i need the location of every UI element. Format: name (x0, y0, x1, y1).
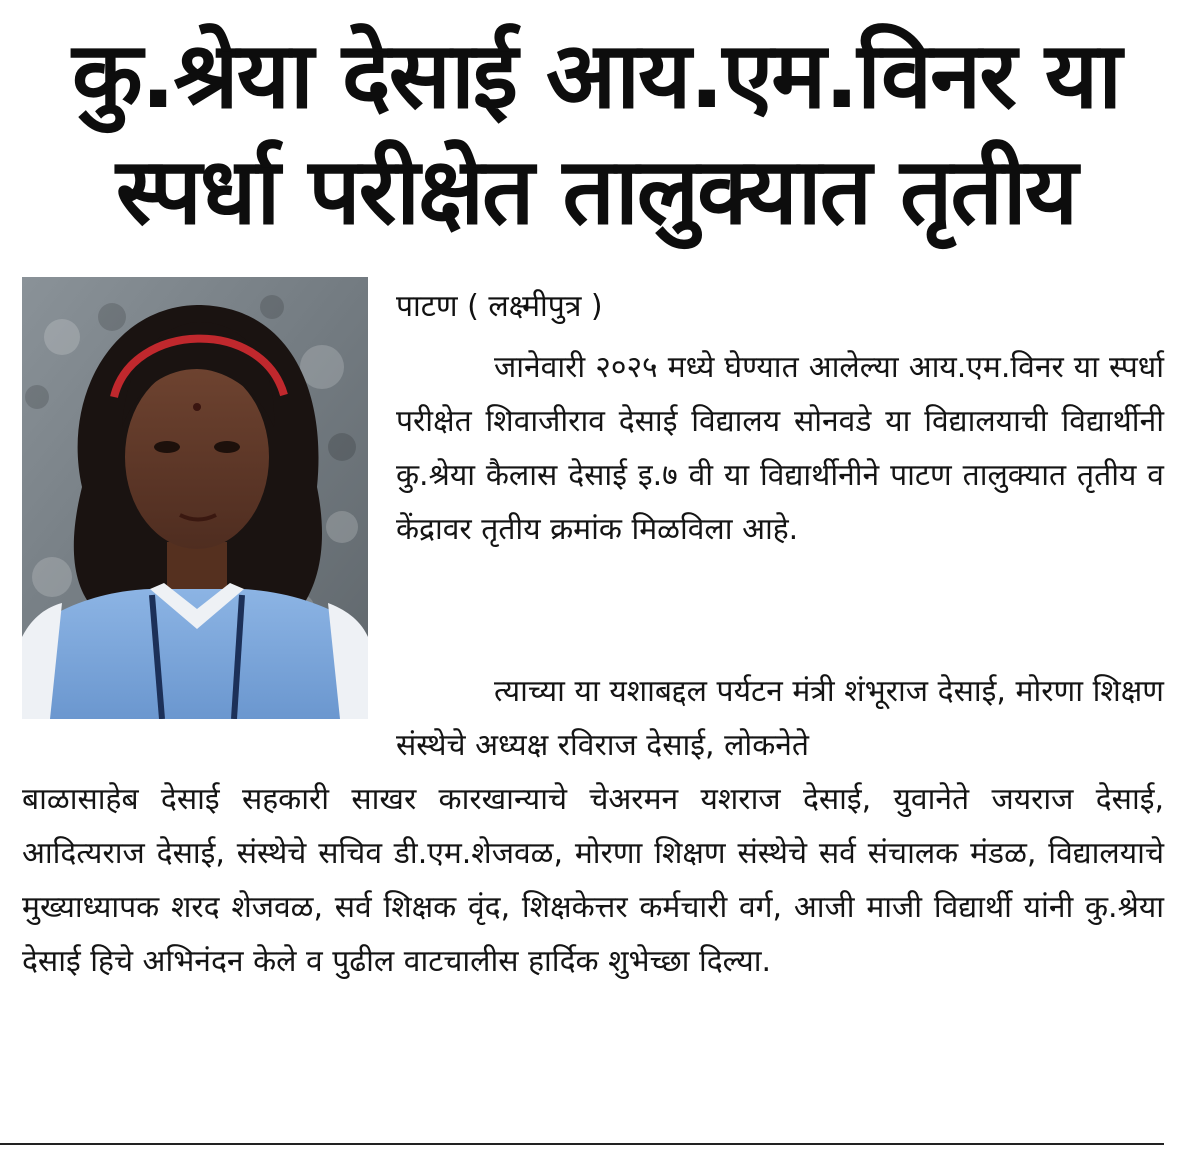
article-headline (0, 18, 1192, 250)
headline-line-2: स्पर्धा परीक्षेत तालुक्यात तृतीय (115, 138, 1077, 245)
student-photo (22, 277, 368, 719)
article-paragraph-2-part-2: बाळासाहेब देसाई सहकारी साखर कारखान्याचे चेअरमन यशराज देसाई, युवानेते जयराज देसाई, आदित्यराज देसाई, संस्थेचे सचिव डी.एम.शेजवळ, मोरणा शिक्षण संस्थेचे सर्व संचालक मंडळ, विद्यालयाचे मुख्याध्यापक शरद शेजवळ, सर्व शिक्षक वृंद, शिक्षकेत्तर कर्मचारी वर्ग, आजी माजी विद्यार्थी यांनी कु.श्रेया देसाई हिचे अभिनंदन केले व पुढील वाटचालीस हार्दिक शुभेच्छा दिल्या. (22, 782, 1164, 979)
article-paragraph-2-part-1: त्याच्या या यशाबद्दल पर्यटन मंत्री शंभूराज देसाई, मोरणा शिक्षण संस्थेचे अध्यक्ष रविराज देसाई, लोकनेते (396, 674, 1164, 763)
bottom-divider (0, 1143, 1164, 1145)
dateline: पाटण ( लक्ष्मीपुत्र ) (396, 289, 603, 324)
headline-line-1: कु.श्रेया देसाई आय.एम.विनर या (71, 22, 1121, 129)
article-paragraph-1: जानेवारी २०२५ मध्ये घेण्यात आलेल्या आय.एम.विनर या स्पर्धा परीक्षेत शिवाजीराव देसाई विद्यालय सोनवडे या विद्यालयाची विद्यार्थीनी कु.श्रेया कैलास देसाई इ.७ वी या विद्यार्थीनीने पाटण तालुक्यात तृतीय व केंद्रावर तृतीय क्रमांक मिळविला आहे. (396, 350, 1164, 547)
